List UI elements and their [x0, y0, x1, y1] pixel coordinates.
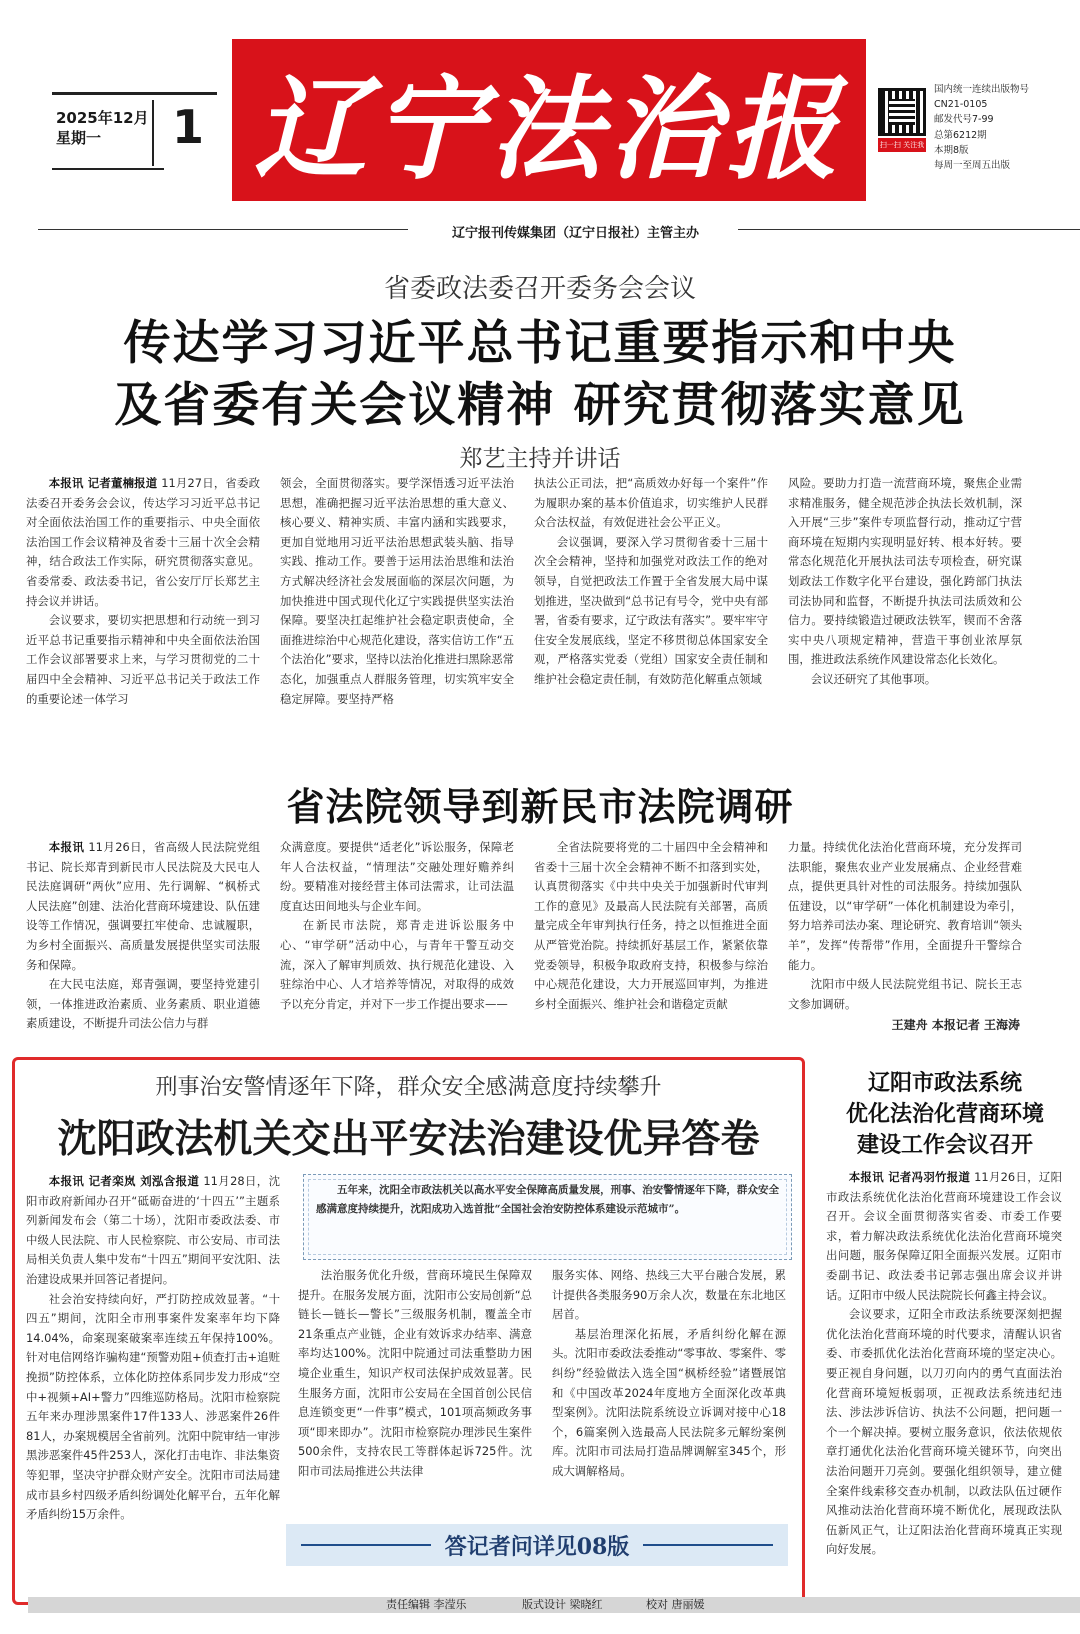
pub-info-line: CN21-0105 [934, 99, 988, 111]
article3-paragraph: 基层治理深化拓展，矛盾纠纷化解在源头。沈阳市委政法委推动“零事故、零案件、零纠纷”经验做法入选全国“枫桥经验”诸暨展馆和《中国改革2024年度地方全面深化改革典型案例》。沈阳法院系统设立诉调对接中心18个，6篇案例入选最高人民法院多元解纷案例库。沈阳市司法局打造品牌调解室345个，形成大调解格局。 [552, 1326, 786, 1478]
article4-byline: 本报讯 记者冯羽竹报道 [848, 1170, 971, 1184]
article3-summary: 五年来，沈阳全市政法机关以高水平安全保障高质量发展，刑事、治安警情逐年下降，群众安全感满意度持续提升，沈阳成功入选首批“全国社会治安防控体系建设示范城市”。 [316, 1184, 779, 1215]
article2-paragraph: 在大民屯法庭，郑青强调，要坚持党建引领，一体推进政治素质、业务素质、职业道德素质建设，不断提升司法公信力与群 [26, 977, 260, 1031]
newspaper-title: 辽宁法治报 [254, 63, 844, 195]
article3-paragraph: 11月28日，沈阳市政府新闻办召开“砥砺奋进的‘十四五’”主题系列新闻发布会（第二十场），沈阳市委政法委、市中级人民法院、市人民检察院、市公安局、市司法局相关负责人集中发布“十四五”期间平安沈阳、法治建设成果并回答记者提问。 [26, 1174, 280, 1286]
date-rule-bottom [52, 168, 164, 170]
article3-column-2 [298, 1266, 532, 1516]
article4-headline [826, 1068, 1064, 1161]
masthead-banner [232, 39, 866, 201]
article1-headline-line1: 传达学习习近平总书记重要指示和中央 [123, 316, 957, 371]
article2-paragraph: 全省法院要将党的二十届四中全会精神和省委十三届十次全会精神不断不扣落到实处，认真贯彻落实《中共中央关于加强新时代审判工作的意见》及最高人民法院有关部署，高质量完成全年审判执行任务，持之以恒推进全面从严管党治院。持续抓好基层工作，紧紧依靠党委领导，积极争取政府支持，积极参与综治中心规范化建设，大力开展巡回审判，为推进乡村全面振兴、维护社会和谐稳定贡献 [534, 840, 768, 1011]
article1-paragraph: 会议要求，要切实把思想和行动统一到习近平总书记重要指示精神和中央全面依法治国工作会议部署要求上来，与学习贯彻党的二十届四中全会精神、习近平总书记关于政法工作的重要论述一体学习 [26, 613, 260, 706]
footer-editor: 责任编辑 李滢乐 [386, 1598, 467, 1611]
pub-info-line: 本期8版 [934, 144, 969, 156]
article1-kicker: 省委政法委召开委务会会议 [383, 274, 696, 304]
article2-column-4 [788, 838, 1022, 1014]
page-reference-text: 答记者问详见08版 [444, 1533, 630, 1560]
article3-byline: 本报讯 记者栾岚 刘泓含报道 [48, 1174, 200, 1188]
article1-paragraph: 会议强调，要深入学习贯彻省委十三届十次全会精神，坚持和加强党对政法工作的绝对领导，自觉把政法工作置于全省发展大局中谋划推进，坚决做到“总书记有号令，党中央有部署，省委有要求，辽宁政法有落实”。要牢牢守住安全发展底线，坚定不移贯彻总体国家安全观，严格落实党委（党组）国家安全责任制和维护社会稳定责任制，有效防范化解重点领域 [534, 534, 768, 686]
article4-column [826, 1168, 1062, 1588]
pub-info-line: 邮发代号7-99 [934, 114, 994, 126]
footer-proofreader: 校对 唐丽媛 [646, 1598, 705, 1611]
article2-paragraph: 11月26日，省高级人民法院党组书记、院长郑青到新民市人民法院及大民屯人民法庭调研“两伙”应用、先行调解、“枫桥式人民法庭”创建、法治化营商环境建设、队伍建设等工作情况，强调要扛牢使命、忠诚履职，为乡村全面振兴、高质量发展提供坚实司法服务和保障。 [26, 840, 260, 972]
article1-column-4 [788, 474, 1022, 720]
article3-kicker: 刑事治安警情逐年下降，群众安全感满意度持续攀升 [155, 1075, 662, 1100]
article1-column-3 [534, 474, 768, 720]
article3-summary-box [303, 1174, 792, 1260]
article1-paragraph: 领会，全面贯彻落实。要学深悟透习近平法治思想，准确把握习近平法治思想的重大意义、核心要义、精神实质、丰富内涵和实践要求，更加自觉地用习近平法治思想武装头脑、指导实践、推动工作。要善于运用法治思维和法治方式解决经济社会发展面临的深层次问题，为加快推进中国式现代化辽宁实践提供坚实法治保障。要坚决扛起维护社会稳定职责使命，全面推进综治中心规范化建设，落实信访工作“五个法治化”要求，坚持以法治化推进扫黑除恶常态化，加强重点人群服务管理，切实筑牢安全稳定屏障。要坚持严格 [280, 476, 514, 706]
date-divider [152, 100, 154, 166]
article1-column-1 [26, 474, 260, 720]
article2-column-3 [534, 838, 768, 1034]
publisher-bar [38, 222, 1080, 241]
article3-column-1 [26, 1172, 280, 1588]
article2-paragraph: 在新民市法院，郑青走进诉讼服务中心、“审学研”活动中心，与青年干警互动交流，深入了解审判质效、执行规范化建设、入驻综治中心、人才培养等情况，对取得的成效予以充分肯定，并对下一步工作提出要求—— [280, 918, 514, 1011]
qr-caption: 扫一扫 关注我们 [878, 138, 926, 152]
article2-column-1 [26, 838, 260, 1034]
article2-reporters: 王建舟 本报记者 王海涛 [891, 1018, 1020, 1032]
publication-info [934, 82, 1029, 173]
article2-headline: 省法院领导到新民市法院调研 [286, 785, 794, 829]
article3-paragraph: 社会治安持续向好，严打防控成效显著。“十四五”期间，沈阳全市刑事案件发案率年均下降14.04%，命案现案破案率连续五年保持100%。针对电信网络诈骗构建“预警劝阻+侦查打击+追赃挽损”防控体系，立体化防控体系同步发力形成“空中+视频+AI+警力”四维巡防格局。沈阳市检察院五年来办理涉黑案件17件133人、涉恶案件26件81人，办案规模居全省前列。沈阳中院审结一审涉黑涉恶案件45件253人，深化打击电诈、非法集资等犯罪，坚决守护群众财产安全。沈阳市司法局建成市县乡村四级矛盾纠纷调处化解平台，五年化解矛盾纠纷15万余件。 [26, 1291, 280, 1522]
pub-info-line: 国内统一连续出版物号 [934, 84, 1030, 95]
credits-footer [28, 1597, 1080, 1613]
date-rule-top [52, 92, 217, 95]
article1-headline-line2: 及省委有关会议精神 研究贯彻落实意见 [114, 378, 966, 433]
publisher-text: 辽宁报刊传媒集团（辽宁日报社）主管主办 [446, 222, 705, 241]
footer-designer: 版式设计 梁晓红 [522, 1598, 603, 1611]
article2-column-2 [280, 838, 514, 1034]
article2-paragraph: 众满意度。要提供“适老化”诉讼服务，保障老年人合法权益，“情理法”交融处理好赡养纠纷。要精准对接经营主体司法需求，让司法温度直达田间地头与企业车间。 [280, 840, 514, 913]
ref-rule-right [643, 1544, 773, 1546]
qr-code-icon [878, 88, 926, 136]
article3-headline: 沈阳政法机关交出平安法治建设优异答卷 [57, 1117, 760, 1162]
article4-headline-line: 优化法治化营商环境 [845, 1102, 1044, 1127]
page-number: 1 [172, 100, 205, 154]
article2-paragraph: 力量。持续优化法治化营商环境，充分发挥司法职能，聚焦农业产业发展痛点、企业经营难点，提供更具针对性的司法服务。持续加强队伍建设，以“审学研”一体化机制建设为牵引，努力培养司法办案、理论研究、教育培训“领头羊”，发挥“传帮带”作用，全面提升干警综合能力。 [788, 840, 1022, 972]
article1-paragraph: 11月27日，省委政法委召开委务会会议，传达学习习近平总书记对全面依法治国工作的重要指示、中央全面依法治国工作会议精神及省委十三届十次全会精神，结合政法工作实际，研究贯彻落实意见。省委常委、政法委书记，省公安厅厅长郑艺主持会议并讲话。 [26, 476, 260, 608]
article2-byline: 本报讯 [48, 840, 85, 854]
article4-paragraph: 11月26日，辽阳市政法系统优化法治化营商环境建设工作会议召开。会议全面贯彻落实省委、市委工作要求，着力解决政法系统优化法治化营商环境突出问题，服务保障辽阳全面振兴发展。辽阳市委副书记、政法委书记郭志强出席会议并讲话。辽阳市中级人民法院院长何鑫主持会议。 [826, 1170, 1062, 1302]
article1-byline: 本报讯 记者董楠报道 [48, 476, 158, 490]
article4-paragraph: 会议要求，辽阳全市政法系统要深刻把握优化法治化营商环境的时代要求，清醒认识省委、市委抓优化法治化营商环境的坚定决心。要正视自身问题，以刀刃向内的勇气直面法治化营商环境短板弱项，正视政法系统违纪违法、涉法涉诉信访、执法不公问题，把问题一个一个解决掉。要树立服务意识，依法依规依章打通优化法治化营商环境关键环节，向突出法治问题开刀亮剑。要强化组织领导，建立健全案件线索移交查办机制，以政法队伍过硬作风推动法治化营商环境不断优化，展现政法队伍新风正气，让辽阳法治化营商环境真正实现向好发展。 [826, 1307, 1062, 1557]
publisher-rule-left [38, 229, 408, 230]
article4-headline-line: 建设工作会议召开 [856, 1133, 1033, 1158]
article4-headline-line: 辽阳市政法系统 [867, 1071, 1022, 1096]
article1-paragraph: 风险。要助力打造一流营商环境，聚焦企业需求精准服务，健全规范涉企执法长效机制，深入开展“三步”案件专项监督行动，推动辽宁营商环境在短期内实现明显好转、根本好转。要常态化规范化开展执法司法专项检查，研究谋划政法工作数字化平台建设，强化跨部门执法司法协同和监督，不断提升执法司法质效和公信力。要持续锻造过硬政法铁军，锲而不舍落实中央八项规定精神，营造干事创业浓厚氛围，推进政法系统作风建设常态化长效化。 [788, 476, 1022, 667]
ref-rule-left [301, 1544, 431, 1546]
issue-date [56, 108, 149, 148]
article1-paragraph: 执法公正司法，把“高质效办好每一个案件”作为履职办案的基本价值追求，切实维护人民群众合法权益，有效促进社会公平正义。 [534, 476, 768, 530]
pub-info-line: 每周一至周五出版 [934, 160, 1011, 172]
article3-paragraph: 法治服务优化升级，营商环境民生保障双提升。在服务发展方面，沈阳市公安局创新“总链长—链长—警长”三级服务机制，覆盖全市21条重点产业链，企业有效诉求办结率、满意率均达100%。沈阳中院通过司法重整助力困境企业重生，知识产权司法保护成效显著。民生服务方面，沈阳市公安局在全国首创公民信息连锁变更“一件事”模式，101项高频政务事项“即来即办”。沈阳市检察院办理涉民生案件500余件，支持农民工等群体起诉725件。沈阳市司法局推进公共法律 [298, 1268, 532, 1478]
article1-column-2 [280, 474, 514, 720]
publisher-rule-right [738, 229, 1080, 230]
pub-info-line: 总第6212期 [934, 129, 987, 141]
page-reference-bar [286, 1524, 788, 1566]
article3-column-3 [552, 1266, 786, 1516]
article3-paragraph: 服务实体、网络、热线三大平台融合发展，累计提供各类服务90万余人次，数量在东北地区居首。 [552, 1268, 786, 1322]
article1-subhead: 郑艺主持并讲话 [459, 446, 621, 472]
issue-date-month: 2025年12月 [56, 109, 149, 127]
issue-date-weekday: 星期一 [56, 129, 102, 147]
article2-paragraph: 沈阳市中级人民法院党组书记、院长王志文参加调研。 [788, 977, 1022, 1011]
article1-paragraph: 会议还研究了其他事项。 [810, 671, 937, 686]
